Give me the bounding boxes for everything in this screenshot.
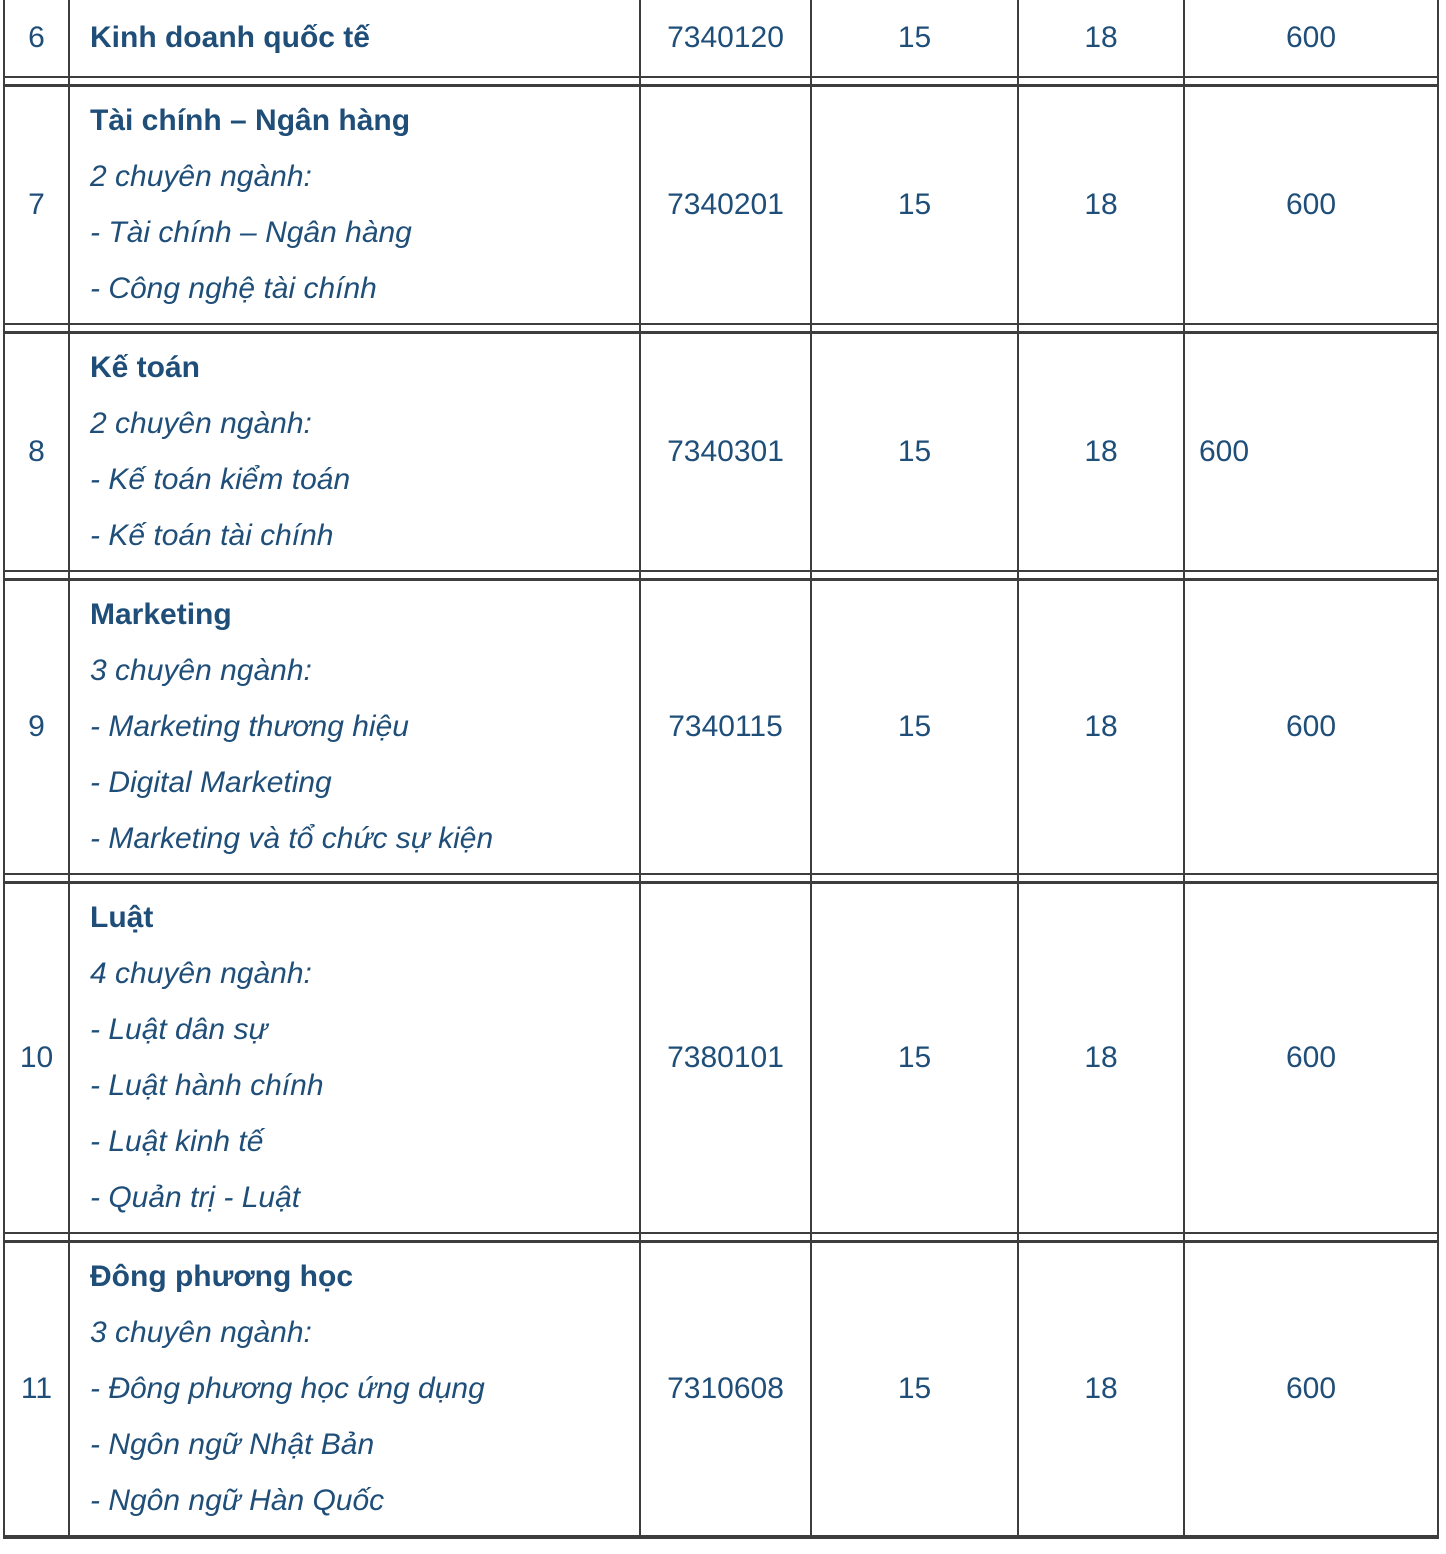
program-score-2: 18 [1019,581,1185,873]
program-title: Kinh doanh quốc tế [90,21,370,54]
separator-cell [1185,875,1437,881]
program-name-cell [70,581,641,873]
separator-cell [1019,1234,1185,1240]
program-title: Đông phương học [90,1260,353,1293]
program-subline: - Công nghệ tài chính [90,272,377,305]
separator-cell [812,1234,1019,1240]
separator-cell [70,875,641,881]
program-subline: 3 chuyên ngành: [90,654,312,687]
separator-cell [641,1234,812,1240]
separator-cell [1019,875,1185,881]
program-score-1: 15 [812,87,1019,323]
program-subline: - Marketing thương hiệu [90,710,409,743]
program-title: Kế toán [90,351,201,384]
table-row [5,87,1437,325]
row-separator [5,875,1437,884]
separator-cell [641,325,812,331]
separator-cell [70,78,641,84]
program-score-2: 18 [1019,1243,1185,1535]
separator-cell [812,78,1019,84]
separator-cell [1019,572,1185,578]
program-name-cell [70,87,641,323]
table-row [5,1243,1437,1535]
table-row [5,884,1437,1234]
program-score-2: 18 [1019,0,1185,76]
table-row [5,0,1437,78]
separator-cell [5,325,70,331]
separator-cell [1019,78,1185,84]
row-number: 6 [5,0,70,76]
program-name-cell [70,884,641,1232]
program-score-1: 15 [812,1243,1019,1535]
program-score-1: 15 [812,581,1019,873]
separator-cell [812,875,1019,881]
program-subline: 4 chuyên ngành: [90,957,312,990]
program-subline: 2 chuyên ngành: [90,407,312,440]
program-subline: - Luật hành chính [90,1069,324,1102]
row-separator [5,1234,1437,1243]
program-code: 7380101 [641,884,812,1232]
row-separator [5,572,1437,581]
program-subline: - Kế toán kiểm toán [90,463,351,496]
program-subline: - Digital Marketing [90,766,332,799]
program-code: 7340201 [641,87,812,323]
program-title: Marketing [90,598,232,631]
separator-cell [1185,325,1437,331]
program-name-cell [70,334,641,570]
program-quota: 600 [1285,1372,1337,1405]
separator-cell [812,325,1019,331]
program-score-2: 18 [1019,334,1185,570]
separator-cell [641,572,812,578]
program-subline: - Đông phương học ứng dụng [90,1372,485,1405]
program-score-2: 18 [1019,87,1185,323]
program-name-cell [70,1243,641,1535]
admissions-program-table [3,0,1439,1539]
program-quota: 600 [1285,188,1337,221]
table-row [5,581,1437,875]
row-number: 8 [5,334,70,570]
program-quota: 600 [1285,1041,1337,1074]
separator-cell [1185,78,1437,84]
program-score-1: 15 [812,334,1019,570]
separator-cell [5,78,70,84]
program-subline: - Tài chính – Ngân hàng [90,216,412,249]
program-subline: 2 chuyên ngành: [90,160,312,193]
row-number: 11 [5,1243,70,1535]
separator-cell [1019,325,1185,331]
program-score-1: 15 [812,884,1019,1232]
separator-cell [5,875,70,881]
separator-cell [70,1234,641,1240]
separator-cell [812,572,1019,578]
separator-cell [5,1234,70,1240]
table-row [5,334,1437,572]
row-number: 9 [5,581,70,873]
row-number: 7 [5,87,70,323]
program-subline: - Ngôn ngữ Nhật Bản [90,1428,375,1461]
separator-cell [70,325,641,331]
program-quota: 600 [1199,435,1250,468]
separator-cell [5,572,70,578]
program-title: Luật [90,901,154,934]
row-separator [5,325,1437,334]
separator-cell [1185,1234,1437,1240]
program-code: 7310608 [641,1243,812,1535]
separator-cell [641,875,812,881]
program-subline: - Kế toán tài chính [90,519,334,552]
program-subline: - Luật dân sự [90,1013,268,1046]
program-subline: - Luật kinh tế [90,1125,264,1158]
separator-cell [641,78,812,84]
program-code: 7340120 [641,0,812,76]
separator-cell [70,572,641,578]
separator-cell [1185,572,1437,578]
program-name-cell [70,0,641,76]
program-subline: - Quản trị - Luật [90,1181,301,1214]
program-title: Tài chính – Ngân hàng [90,104,411,137]
program-code: 7340301 [641,334,812,570]
row-number: 10 [5,884,70,1232]
program-score-1: 15 [812,0,1019,76]
row-separator [5,78,1437,87]
program-quota: 600 [1285,21,1337,54]
program-score-2: 18 [1019,884,1185,1232]
program-subline: - Marketing và tổ chức sự kiện [90,822,494,855]
program-subline: 3 chuyên ngành: [90,1316,312,1349]
program-quota: 600 [1285,710,1337,743]
program-subline: - Ngôn ngữ Hàn Quốc [90,1484,385,1517]
program-code: 7340115 [641,581,812,873]
